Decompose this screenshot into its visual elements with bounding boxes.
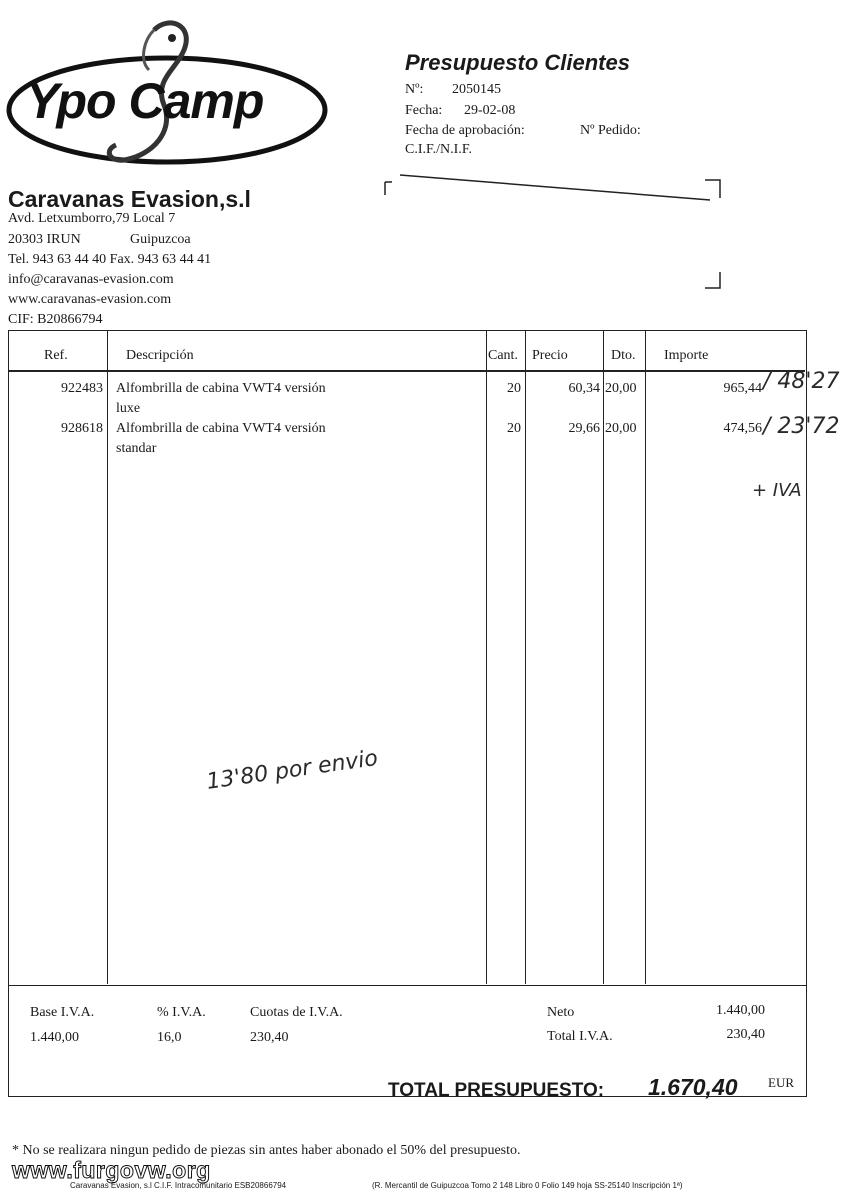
company-phone-fax: Tel. 943 63 44 40 Fax. 943 63 44 41 xyxy=(8,252,212,267)
cif-label: C.I.F./N.I.F. xyxy=(405,142,472,157)
row-disc: 20,00 xyxy=(605,421,637,436)
row-desc: Alfombrilla de cabina VWT4 versión xyxy=(116,421,326,436)
legal-left: Caravanas Evasion, s.l C.I.F. Intracomunitario ESB20866794 xyxy=(70,1181,287,1190)
quote-title: Presupuesto Clientes xyxy=(405,50,630,75)
header-qty: Cant. xyxy=(488,348,518,363)
total-iva-value: 230,40 xyxy=(726,1027,765,1042)
row-ref: 922483 xyxy=(61,381,103,396)
total-iva-label: Total I.V.A. xyxy=(547,1029,613,1044)
net-label: Neto xyxy=(547,1005,575,1020)
handwritten-row1-note: / 48'27 xyxy=(763,369,840,394)
row-desc-2: luxe xyxy=(116,401,141,416)
quote-date-label: Fecha: xyxy=(405,103,443,118)
company-web: www.caravanas-evasion.com xyxy=(8,292,172,307)
header-disc: Dto. xyxy=(611,348,636,363)
row-desc-2: standar xyxy=(116,441,157,456)
col-line-disc xyxy=(645,330,646,984)
currency: EUR xyxy=(768,1075,794,1090)
quota-iva-value: 230,40 xyxy=(250,1030,289,1045)
row-desc: Alfombrilla de cabina VWT4 versión xyxy=(116,381,326,396)
handwritten-shipping-note: 13'80 por envio xyxy=(205,745,380,795)
company-address: Avd. Letxumborro,79 Local 7 xyxy=(8,211,176,226)
row-ref: 928618 xyxy=(61,421,103,436)
row-price: 29,66 xyxy=(568,421,600,436)
payment-note: * No se realizara ningun pedido de piezas sin antes haber abonado el 50% del presupuesto. xyxy=(12,1143,521,1158)
header-price: Precio xyxy=(532,348,568,363)
company-email: info@caravanas-evasion.com xyxy=(8,272,174,287)
header-divider xyxy=(8,370,805,372)
row-qty: 20 xyxy=(507,421,521,436)
header-amount: Importe xyxy=(664,348,709,363)
col-line-price xyxy=(603,330,604,984)
company-postal: 20303 IRUN xyxy=(8,232,81,247)
company-name: Caravanas Evasion,s.l xyxy=(8,186,251,212)
grand-total-value: 1.670,40 xyxy=(648,1074,738,1100)
base-iva-value: 1.440,00 xyxy=(30,1030,79,1045)
pct-iva-value: 16,0 xyxy=(157,1030,182,1045)
logo-text: Ypo Camp xyxy=(26,73,264,129)
header-ref: Ref. xyxy=(44,348,68,363)
quote-date: 29-02-08 xyxy=(464,103,516,118)
handwritten-row2-note: / 23'72 xyxy=(763,414,840,439)
handwritten-iva-note: + IVA xyxy=(752,480,802,501)
legal-right: (R. Mercantil de Guipuzcoa Tomo 2 148 Libro 0 Folio 149 hoja SS-25140 Inscripción 1ª) xyxy=(372,1181,683,1190)
quota-iva-label: Cuotas de I.V.A. xyxy=(250,1005,343,1020)
grand-total-label: TOTAL PRESUPUESTO: xyxy=(388,1080,605,1101)
net-value: 1.440,00 xyxy=(716,1003,765,1018)
row-amount: 965,44 xyxy=(723,381,762,396)
address-window-marks xyxy=(380,160,730,295)
col-line-qty xyxy=(525,330,526,984)
quote-number-label: Nº: xyxy=(405,82,424,97)
row-disc: 20,00 xyxy=(605,381,637,396)
quote-number: 2050145 xyxy=(452,82,501,97)
watermark: www.furgovw.org xyxy=(12,1157,211,1183)
row-qty: 20 xyxy=(507,381,521,396)
pct-iva-label: % I.V.A. xyxy=(157,1005,206,1020)
col-line-ref xyxy=(107,330,108,984)
logo xyxy=(4,10,334,180)
order-number-label: Nº Pedido: xyxy=(580,123,641,138)
approval-date-label: Fecha de aprobación: xyxy=(405,123,525,138)
col-line-desc xyxy=(486,330,487,984)
header-desc: Descripción xyxy=(126,348,194,363)
company-cif: CIF: B20866794 xyxy=(8,312,103,327)
row-amount: 474,56 xyxy=(723,421,762,436)
base-iva-label: Base I.V.A. xyxy=(30,1005,95,1020)
row-price: 60,34 xyxy=(568,381,600,396)
company-province: Guipuzcoa xyxy=(130,232,191,247)
